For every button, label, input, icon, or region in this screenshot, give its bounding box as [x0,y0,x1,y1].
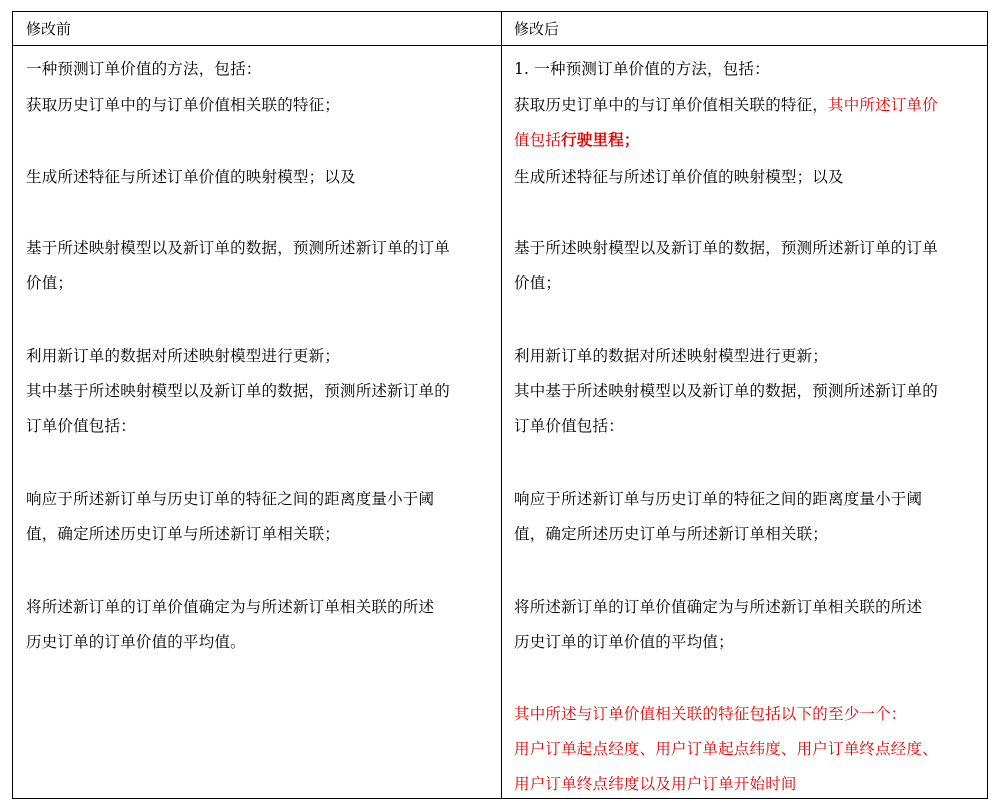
column-divider [501,12,502,798]
after-line-1: 1. 一种预测订单价值的方法，包括： [514,60,770,78]
comparison-table [12,11,988,799]
header-divider [13,45,987,46]
after-line-9: 其中所述与订单价值相关联的特征包括以下的至少一个： [514,705,907,723]
after-line-7b: 值，确定所述历史订单与所述新订单相关联； [514,525,829,543]
before-line-1: 一种预测订单价值的方法，包括： [26,60,262,78]
before-line-8b: 历史订单的订单价值的平均值。 [26,633,246,651]
before-line-2: 获取历史订单中的与订单价值相关联的特征； [26,96,341,114]
after-line-2 [514,95,938,115]
after-line-6b: 订单价值包括： [514,417,624,435]
after-line-2b-added: 值包括 [514,131,562,149]
after-line-2-text: 获取历史订单中的与订单价值相关联的特征， [514,96,829,114]
after-line-6a: 其中基于所述映射模型以及新订单的数据，预测所述新订单的 [514,382,938,400]
after-line-11: 用户订单终点纬度以及用户订单开始时间 [514,775,797,793]
before-line-6a: 其中基于所述映射模型以及新订单的数据，预测所述新订单的 [26,382,450,400]
header-after: 修改后 [514,20,560,38]
before-line-8a: 将所述新订单的订单价值确定为与所述新订单相关联的所述 [26,598,435,616]
after-line-2b [514,130,640,150]
after-line-8a: 将所述新订单的订单价值确定为与所述新订单相关联的所述 [514,598,923,616]
before-line-7a: 响应于所述新订单与历史订单的特征之间的距离度量小于阈 [26,490,435,508]
before-line-4b: 价值； [26,274,74,292]
header-before: 修改前 [26,20,72,38]
before-line-6b: 订单价值包括： [26,417,136,435]
after-line-8b: 历史订单的订单价值的平均值； [514,633,734,651]
after-line-10: 用户订单起点经度、用户订单起点纬度、用户订单终点经度、 [514,740,938,758]
after-line-3: 生成所述特征与所述订单价值的映射模型；以及 [514,168,844,186]
before-line-3: 生成所述特征与所述订单价值的映射模型；以及 [26,168,356,186]
before-line-5: 利用新订单的数据对所述映射模型进行更新； [26,347,341,365]
after-line-4a: 基于所述映射模型以及新订单的数据，预测所述新订单的订单 [514,239,938,257]
after-line-7a: 响应于所述新订单与历史订单的特征之间的距离度量小于阈 [514,490,923,508]
before-line-4a: 基于所述映射模型以及新订单的数据，预测所述新订单的订单 [26,239,450,257]
after-line-4b: 价值； [514,274,562,292]
after-line-2b-emphasis: 行驶里程； [561,130,640,149]
before-line-7b: 值，确定所述历史订单与所述新订单相关联； [26,525,341,543]
after-line-5: 利用新订单的数据对所述映射模型进行更新； [514,347,829,365]
after-line-2-added: 其中所述订单价 [828,96,938,114]
